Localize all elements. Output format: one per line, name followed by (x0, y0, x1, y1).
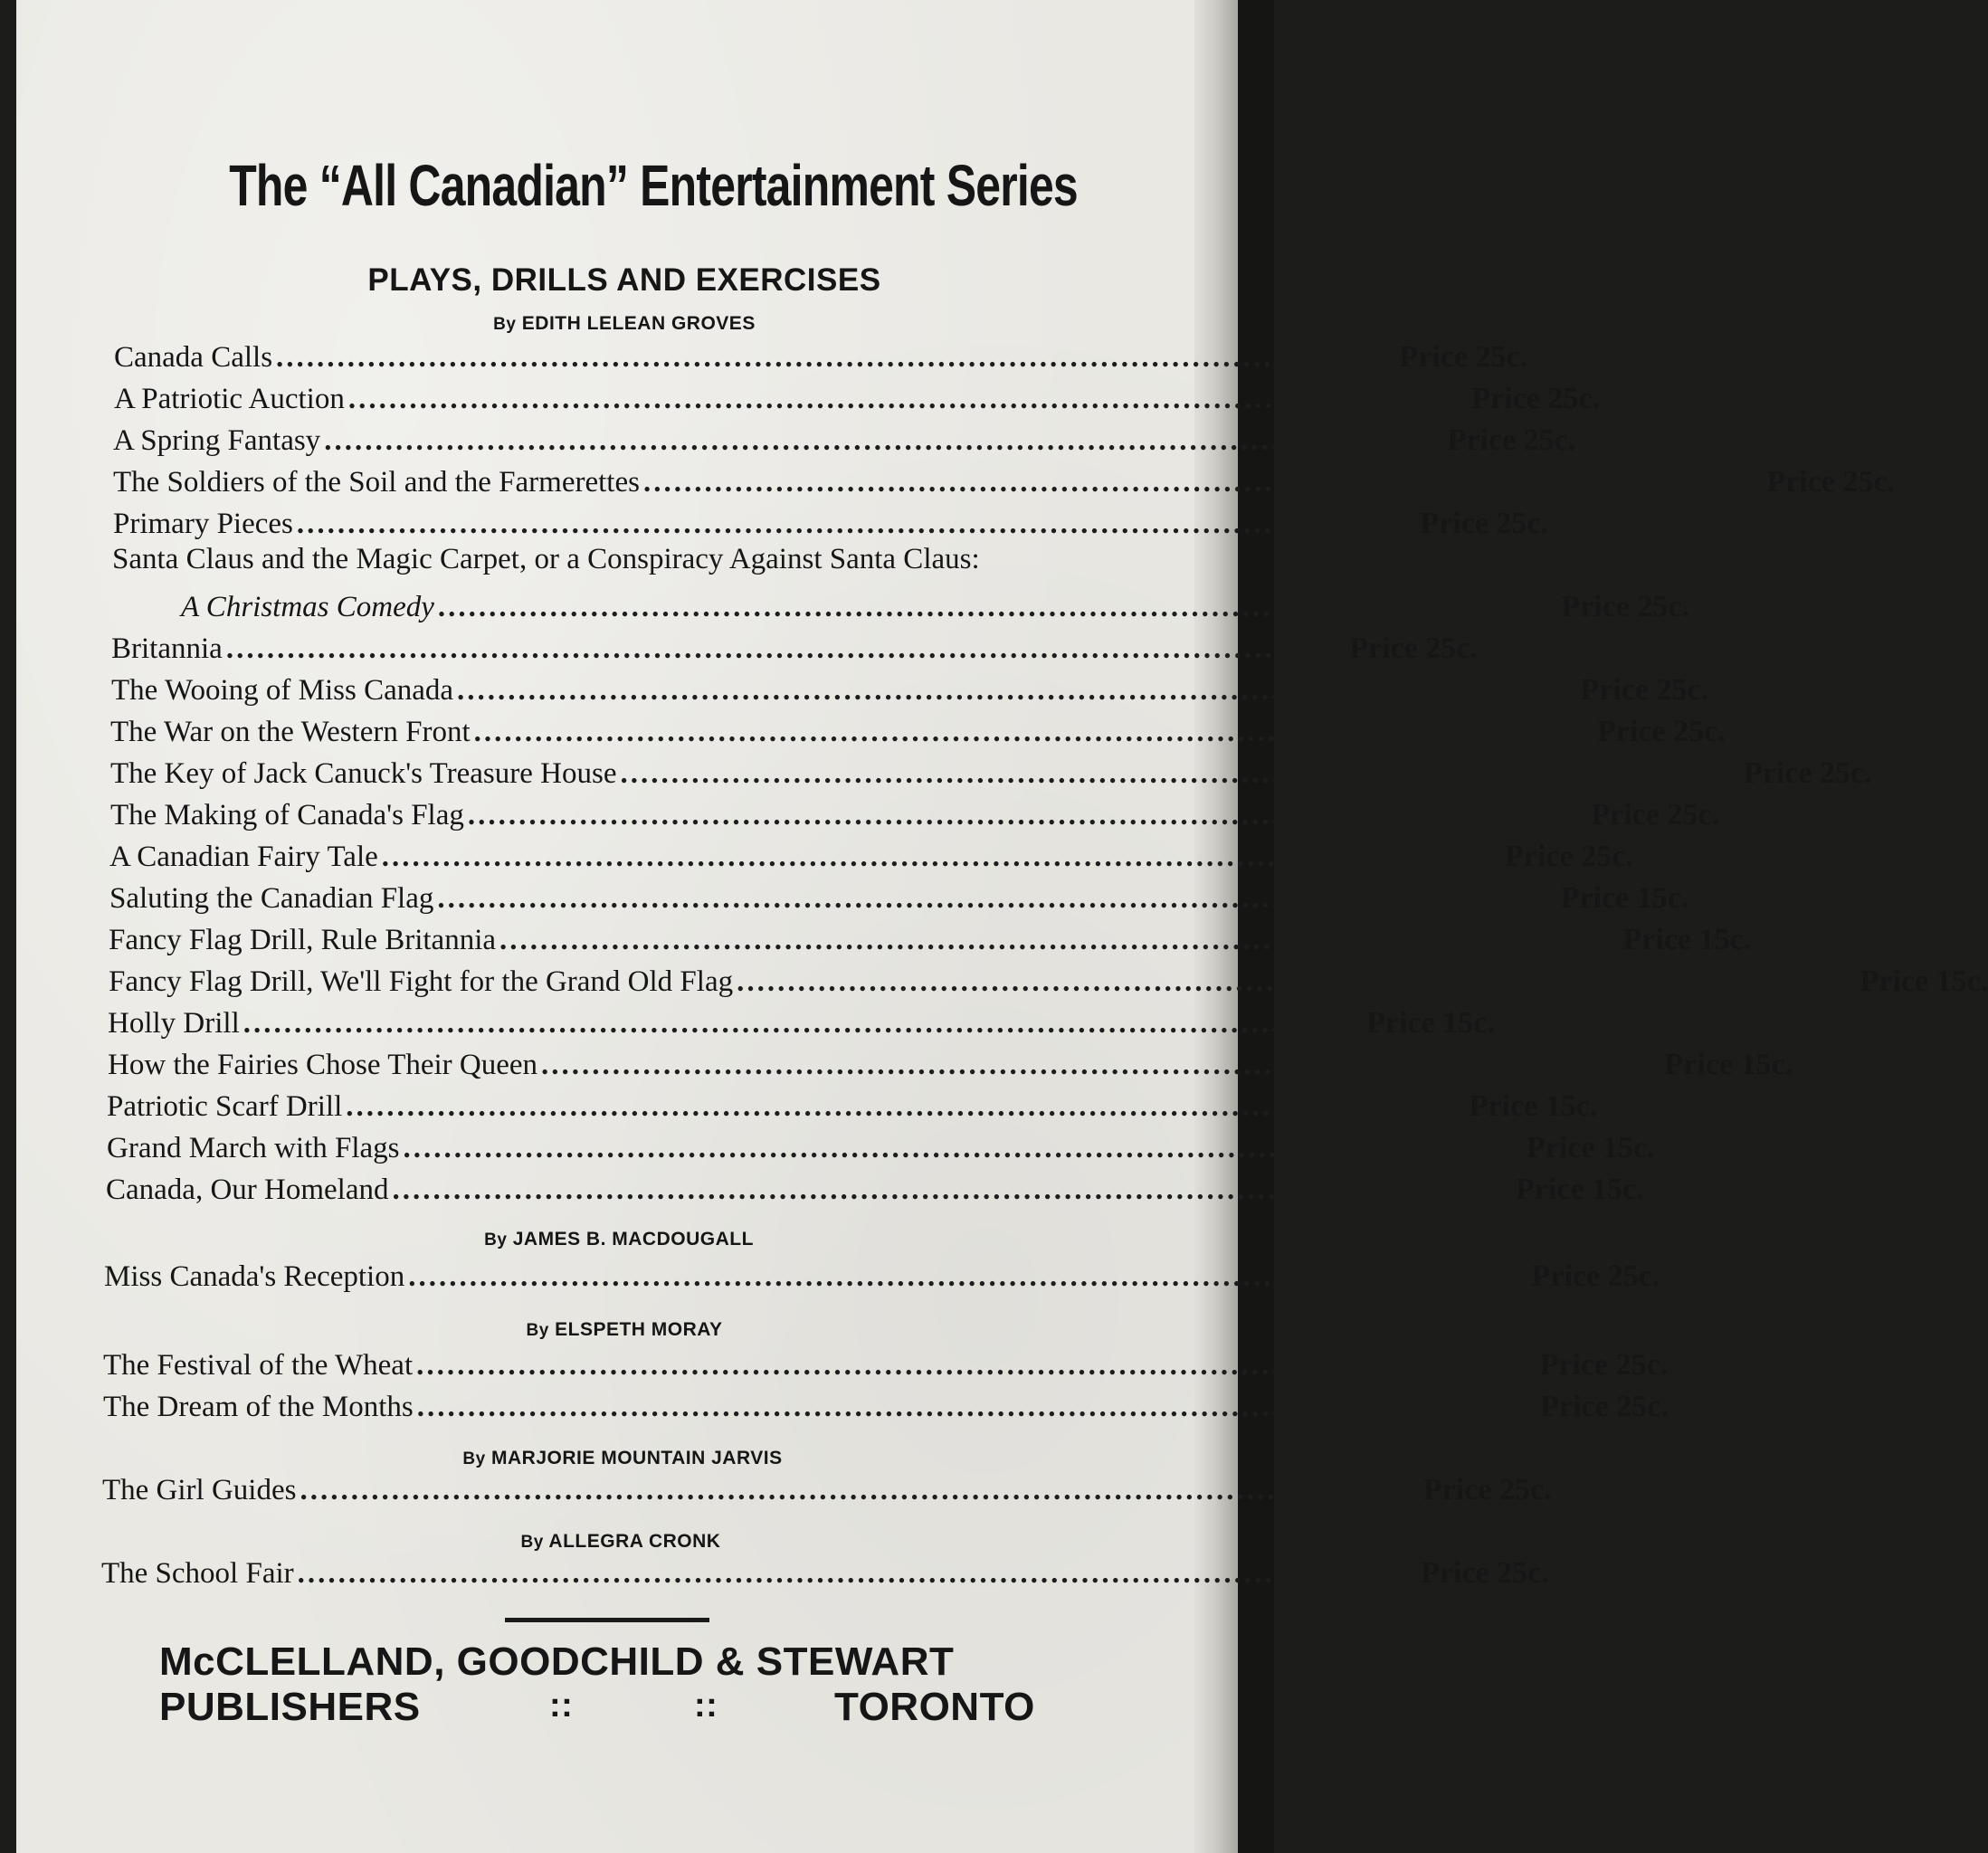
list-item: Canada Calls .............................................................................................................. Price 25c. (114, 340, 1528, 374)
byline: By JAMES B. MACDOUGALL (484, 1229, 754, 1250)
list-item: Primary Pieces .............................................................................................................. Price 25c. (113, 507, 1548, 540)
dot-leader: .............................................................................................................. (324, 424, 1444, 457)
dot-leader: .............................................................................................................. (225, 632, 1346, 665)
publisher-city: TORONTO (834, 1685, 1035, 1729)
list-item: The Soldiers of the Soil and the Farmerettes .............................................................................................................. Price 25c. (113, 465, 1896, 499)
list-item: How the Fairies Chose Their Queen .............................................................................................................. Price 15c. (108, 1048, 1793, 1081)
list-item: Miss Canada's Reception .............................................................................................................. Price 25c. (104, 1259, 1660, 1293)
dot-leader: .............................................................................................................. (642, 466, 1764, 499)
list-item: The Girl Guides .............................................................................................................. Price 25c. (102, 1473, 1552, 1506)
dot-leader: .............................................................................................................. (243, 1007, 1364, 1040)
list-item: Holly Drill .............................................................................................................. Price 15c. (108, 1006, 1495, 1040)
list-item: Patriotic Scarf Drill .............................................................................................................. Price 15c. (107, 1089, 1598, 1123)
list-item: The School Fair .............................................................................................................. Price 25c. (101, 1556, 1549, 1590)
dot-leader: .............................................................................................................. (457, 674, 1577, 707)
byline: By MARJORIE MOUNTAIN JARVIS (462, 1448, 783, 1468)
dot-leader: .............................................................................................................. (300, 1474, 1420, 1506)
list-item: The Festival of the Wheat .............................................................................................................. Price 25c. (103, 1348, 1669, 1382)
dot-leader: .............................................................................................................. (276, 341, 1396, 374)
list-item: Saluting the Canadian Flag .............................................................................................................. Price 15c. (109, 881, 1689, 915)
dot-leader: .............................................................................................................. (297, 1557, 1418, 1590)
dot-leader: .............................................................................................................. (347, 383, 1469, 415)
dot-leader: .............................................................................................................. (381, 841, 1502, 873)
list-item: A Canadian Fairy Tale .............................................................................................................. Price 25c. (109, 840, 1633, 873)
dot-leader: .............................................................................................................. (467, 799, 1588, 831)
list-item: The Making of Canada's Flag .............................................................................................................. Price 25c. (110, 798, 1719, 831)
dot-leader: .............................................................................................................. (437, 591, 1558, 623)
publisher-role: PUBLISHERS (159, 1685, 421, 1729)
dot-leader: .............................................................................................................. (403, 1132, 1524, 1164)
list-item: Grand March with Flags .............................................................................................................. Price 15c. (107, 1131, 1655, 1164)
divider-rule (505, 1618, 709, 1622)
list-item: A Patriotic Auction .............................................................................................................. Price 25c. (114, 382, 1600, 415)
dot-leader: .............................................................................................................. (392, 1174, 1512, 1206)
list-item: A Christmas Comedy .............................................................................................................. Price 25c. (181, 590, 1689, 623)
byline: By ELSPETH MORAY (526, 1319, 723, 1340)
publisher-name: McCLELLAND, GOODCHILD & STEWART (159, 1639, 955, 1684)
dot-leader: .............................................................................................................. (620, 757, 1740, 790)
list-item: The Wooing of Miss Canada .............................................................................................................. Price 25c. (111, 673, 1709, 707)
dot-leader: .............................................................................................................. (473, 716, 1594, 748)
series-subtitle: PLAYS, DRILLS AND EXERCISES (367, 262, 881, 298)
series-title: The “All Canadian” Entertainment Series (229, 153, 1078, 218)
list-item: The Key of Jack Canuck's Treasure House .............................................................................................................. Price 25c. (110, 756, 1872, 790)
dot-leader: .............................................................................................................. (737, 965, 1857, 998)
separator: :: (549, 1687, 574, 1725)
dot-leader: .............................................................................................................. (408, 1260, 1528, 1293)
dot-leader: .............................................................................................................. (541, 1049, 1661, 1081)
list-item: The War on the Western Front .............................................................................................................. Price 25c. (110, 715, 1726, 748)
list-item: Santa Claus and the Magic Carpet, or a Conspiracy Against Santa Claus: (112, 543, 980, 575)
list-item: A Spring Fantasy .............................................................................................................. Price 25c. (113, 423, 1576, 457)
byline: By EDITH LELEAN GROVES (493, 313, 756, 334)
separator: :: (694, 1687, 718, 1725)
dot-leader: .............................................................................................................. (437, 882, 1557, 915)
list-item: Fancy Flag Drill, Rule Britannia .............................................................................................................. Price 15c. (109, 923, 1752, 956)
list-item: Fancy Flag Drill, We'll Fight for the Grand Old Flag .............................................................................................................. Price 15c. (109, 965, 1988, 998)
dot-leader: .............................................................................................................. (416, 1391, 1537, 1423)
list-item: Britannia .............................................................................................................. Price 25c. (111, 632, 1478, 665)
dot-leader: .............................................................................................................. (296, 508, 1417, 540)
dot-leader: .............................................................................................................. (499, 924, 1620, 956)
list-item: Canada, Our Homeland .............................................................................................................. Price 15c. (106, 1173, 1644, 1206)
dot-leader: .............................................................................................................. (416, 1349, 1536, 1382)
byline: By ALLEGRA CRONK (520, 1531, 721, 1552)
list-item: The Dream of the Months .............................................................................................................. Price 25c. (103, 1390, 1669, 1423)
dot-leader: .............................................................................................................. (346, 1090, 1466, 1123)
